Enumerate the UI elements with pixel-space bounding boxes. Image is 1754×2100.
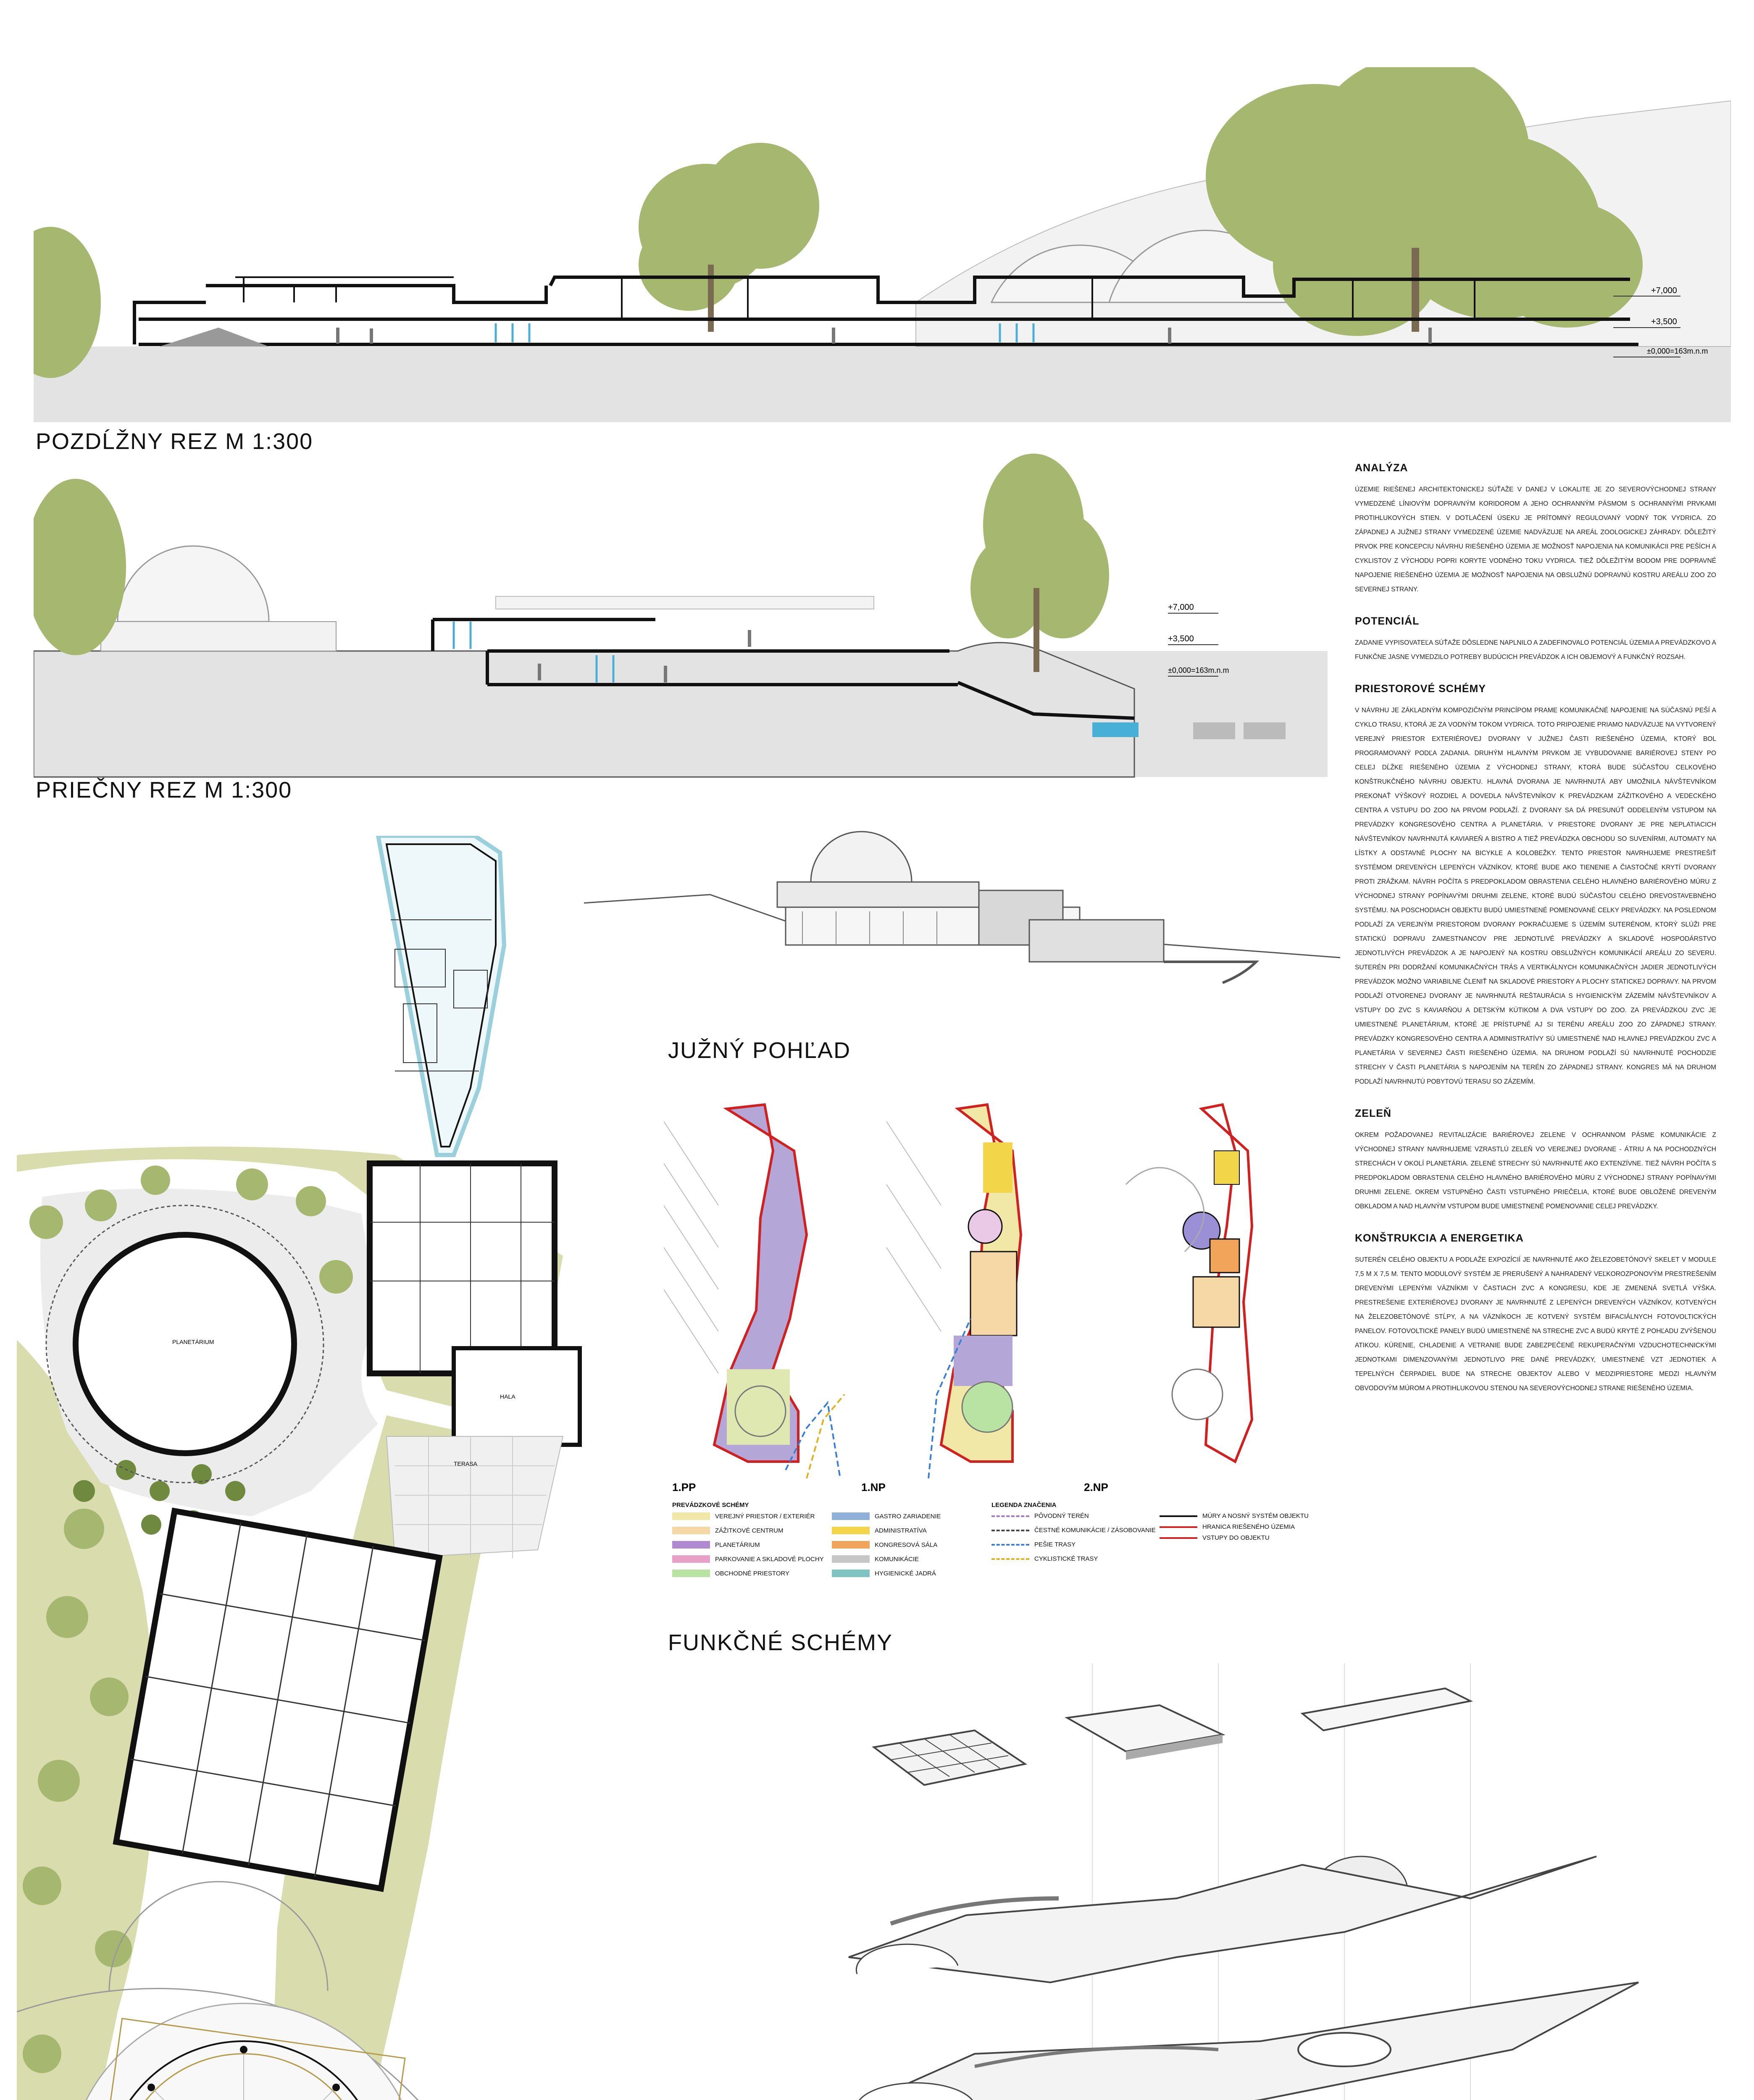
legend-line-item bbox=[1160, 1534, 1270, 1541]
section-body: ÚZEMIE RIEŠENEJ ARCHITEKTONICKEJ SÚŤAŽE V DANEJ V LOKALITE JE ZO SEVEROVÝCHODNEJ STRANY VYMEDZENÉ LÍNIOVÝM DOPRAVNÝM KORIDOROM A JEHO OCHRANNÝM PÁSMOM S OCHRANNÝMI PRVKAMI PROTIHLUKOVÝCH STIEN. V DOTLAČENÍ ÚSEKU JE PRÍTOMNÝ REGULOVANÝ VODNÝ TOK VYDRICA. ZO ZÁPADNEJ A JUŽNEJ STRANY VYMEDZENÉ ÚZEMIE NADVÄZUJE NA AREÁL ZOOLOGICKEJ ZÁHRADY. DÔLEŽITÝ PRVOK PRE KONCEPCIU NÁVRHU RIEŠENÉHO ÚZEMIA JE MOŽNOSŤ NAPOJENIA NA KOMUNIKÁCII PRE PEŠÍCH A CYKLISTOV Z VÝCHODU POPRI KORYTE VODNÉHO TOKU VYDRICA. TIEŽ DÔLEŽITÝM BODOM PRE DOPRAVNÉ NAPOJENIE RIEŠENÉHO ÚZEMIA JE MOŽNOSŤ NAPOJENIA NA OBSLUŽNÚ DOPRAVNÚ KOSTRU AREÁLU ZOO ZO SEVERNEJ STRANY. bbox=[1355, 486, 1716, 593]
south-view-title: JUŽNÝ POHĽAD bbox=[668, 1038, 851, 1063]
plan-hall-label: HALA bbox=[500, 1393, 515, 1400]
legend-function-item bbox=[672, 1527, 784, 1534]
legend-function-item bbox=[672, 1541, 760, 1549]
legend-function-label: HYGIENICKÉ JADRÁ bbox=[875, 1570, 936, 1577]
legend-function-label: ADMINISTRATÍVA bbox=[875, 1527, 927, 1534]
legend-swatch bbox=[832, 1555, 870, 1563]
legend-function-item bbox=[832, 1541, 937, 1549]
legend-mark-swatch bbox=[991, 1544, 1029, 1546]
legend-swatch bbox=[672, 1512, 710, 1520]
section-heading: POTENCIÁL bbox=[1355, 615, 1420, 627]
axonometry-drawing bbox=[798, 1663, 1680, 2100]
section-heading: PRIESTOROVÉ SCHÉMY bbox=[1355, 683, 1486, 695]
plan-planetarium-label: PLANETÁRIUM bbox=[172, 1339, 214, 1345]
legend-function-item bbox=[832, 1512, 941, 1520]
scheme-label-1pp: 1.PP bbox=[672, 1481, 696, 1494]
scheme-1pp bbox=[664, 1100, 874, 1478]
legend-swatch bbox=[672, 1570, 710, 1577]
legend-function-item bbox=[832, 1527, 927, 1534]
legend-line-label: VSTUPY DO OBJEKTU bbox=[1202, 1534, 1270, 1541]
legend-function-label: ZÁŽITKOVÉ CENTRUM bbox=[715, 1527, 784, 1534]
legend-function-label: OBCHODNÉ PRIESTORY bbox=[715, 1570, 789, 1577]
legend-function-label: KONGRESOVÁ SÁLA bbox=[875, 1541, 938, 1549]
level-ground-label: ±0,000=163m.n.m bbox=[1647, 347, 1708, 355]
cross-level-ground-label: ±0,000=163m.n.m bbox=[1168, 666, 1229, 675]
south-view-drawing bbox=[584, 819, 1340, 1029]
legend-swatch bbox=[832, 1512, 870, 1520]
level-middle-label: +3,500 bbox=[1651, 317, 1677, 326]
scheme-legend bbox=[672, 1502, 1328, 1598]
description-text-column bbox=[1355, 462, 1716, 1414]
section-body: ZADANIE VYPISOVATEĽA SÚŤAŽE DÔSLEDNE NAPLNILO A ZADEFINOVALO POTENCIÁL ÚZEMIA A PREVÁDZKOVO A FUNKČNE JASNE VYMEDZILO POTREBY BUDÚCICH PREVÁDZOK A ICH OBJEMOVÝ A FUNKČNÝ ROZSAH. bbox=[1355, 639, 1716, 661]
legend-function-label: GASTRO ZARIADENIE bbox=[875, 1512, 941, 1520]
legend-function-label: KOMUNIKÁCIE bbox=[875, 1555, 919, 1563]
legend-line-swatch bbox=[1160, 1537, 1197, 1539]
legend-mark-label: PEŠIE TRASY bbox=[1034, 1541, 1076, 1548]
south-view-dome bbox=[811, 832, 912, 882]
legend-mark-label: CYKLISTICKÉ TRASY bbox=[1034, 1555, 1098, 1562]
legend-function-label: VEREJNÝ PRIESTOR / EXTERIÉR bbox=[715, 1512, 815, 1520]
axo-roof-layer bbox=[874, 1688, 1470, 1785]
legend-line-item bbox=[1160, 1512, 1309, 1520]
axo-level2-layer bbox=[849, 1856, 1596, 1982]
cross-level-middle-label: +3,500 bbox=[1168, 634, 1194, 643]
legend-mark-swatch bbox=[991, 1530, 1029, 1531]
legend-swatch bbox=[672, 1555, 710, 1563]
legend-mark-label: ČESTNÉ KOMUNIKÁCIE / ZÁSOBOVANIE bbox=[1034, 1527, 1156, 1534]
section-body: V NÁVRHU JE ZÁKLADNÝM KOMPOZIČNÝM PRINCÍPOM PRAME KOMUNIKAČNÉ NAPOJENIE NA SÚČASNÚ PEŠÍ A CYKLO TRASU, KTORÁ JE ZA VODNÝM TOKOM VYDRICA. TOTO PRIPOJENIE PRIAMO NADVÄZUJE NA VYTVORENÝ VEREJNÝ PRIESTOR EXTERIÉROVEJ DVORANY V JUŽNEJ ČASTI RIEŠENÉHO ÚZEMIA, KTORÝ BOL PROGRAMOVANÝ PODĽA ZADANIA. DRUHÝM HLAVNÝM PRVKOM JE VYBUDOVANIE BARIÉROVEJ STENY PO CELEJ DĹŽKE RIEŠENÉHO ÚZEMIA Z VÝCHODNEJ STRANY, KTORÁ BUDE SÚČASŤOU CELKOVÉHO KONŠTRUKČNÉHO NÁVRHU OBJEKTU. HLAVNÁ DVORANA JE NAVRHNUTÁ ABY UMOŽNILA NÁVŠTEVNÍKOM PREKONAŤ VÝŠKOVÝ ROZDIEL A DOVEDLA NÁVŠTEVNÍKOV K PREVÁDZKAM ZÁŽITKOVÉHO A VEDECKÉHO CENTRA A VSTUPU DO ZOO NA PRVOM PODLAŽÍ. Z DVORANY SA DÁ PRESUNÚŤ ODDELENÝM VSTUPOM NA PREVÁDZKY KONGRESOVÉHO CENTRA A PLANETÁRIA. V PRIESTORE DVORANY JE PRE NEPLATIACICH NÁVŠTEVNÍKOV NAVRHNUTÁ KAVIAREŇ A BISTRO A TIEŽ PREVÁDZKA OBCHODU SO SUVENÍRMI, AUTOMATY NA LÍSTKY A ODSTAVNÉ PLOCHY NA BICYKLE A KOLOBEŽKY. TENTO PRIESTOR NAVRHUJEME PRESTREŠIŤ SYSTÉMOM DREVENÝCH LEPENÝCH VÄZNÍKOV, KTORÉ BUDE AKO TIENENIE A ČIASTOČNÉ KRYTÍ DVORANY PROTI ZRÁŽKAM. NÁVRH POČÍTA S PREDPOKLADOM OBRASTENIA CELÉHO HLAVNÉHO BARIÉROVÉHO MÚRU Z VÝCHODNEJ STRANY POPÍNAVÝMI DRUHMI ZELENE, KTORÉ BUDÚ SÚČASŤOU CELÉHO DREVOSTAVEBNÉHO SYSTÉMU. NA POSCHODIACH OBJEKTU BUDÚ UMIESTNENÉ POMENOVANÉ CELKY PREVÁDZKY. NA POSLEDNOM PODLAŽÍ ZA VEREJNÝM PRIESTOROM DVORANY POKRAČUJEME S ÚZEMÍM SUTERÉNOM, KTORÝ SLÚŽI PRE STATICKÚ DOPRAVU ZAMESTNANCOV PRE JEDNOTLIVÉ PREVÁDZKY A SKLADOVÉ HOSPODÁRSTVO JEDNOTLIVÝCH PREVÁDZOK A JE NAPOJENÝ NA KOSTRU OBSLUŽNÝCH KOMUNIKÁCIÍ AREÁLU ZO SEVERU. SUTERÉN PRI DODRŽANÍ KOMUNIKAČNÝCH TRÁS A VERTIKÁLNYCH KOMUNIKAČNÝCH JADIER JEDNOTLIVÝCH PREVÁDZOK MOŽNO VARIABILNE ČLENIŤ NA SKLADOVÉ PRIESTORY A PLOCHY STATICKEJ DOPRAVY. NA PRVOM PODLAŽÍ OTVORENEJ DVORANY JE NAVRHNUTÁ REŠTAURÁCIA S HYGIENICKÝM ZÁZEMÍM NÁVŠTEVNÍKOV A VSTUPY DO ZVC S KAVIARŇOU A DETSKÝM KÚTIKOM A DVA VSTUPY DO ZOO. ZA PREVÁDZKOU ZVC JE UMIESTNENÉ PLANETÁRIUM, KTORÉ JE PRÍSTUPNÉ AJ SI TERÉNU AREÁLU ZOO ZO ZÁPADNEJ STRANY. PREVÁDZKY KONGRESOVÉHO CENTRA A ADMINISTRATÍVY SÚ UMIESTNENÉ NAD HLAVNEJ PREVÁDZKOU ZVC A PLANETÁRIA V SEVERNEJ ČASTI RIEŠENÉHO ÚZEMIA. NA DRUHOM PODLAŽÍ SÚ NAVRHNUTÉ POCHODZIE STRECHY V ČASTI PLANETÁRIA S NAPOJENÍM NA TERÉN ZO ZÁPADNEJ STRANY. KONGRES MÁ NA DRUHOM PODLAŽÍ NAVRHNUTÚ POBYTOVÚ TERASU SO ZÁZEMÍM. bbox=[1355, 707, 1716, 1085]
longitudinal-section-title: POZDĹŽNY REZ M 1:300 bbox=[36, 429, 313, 454]
second-floor-plan bbox=[17, 836, 664, 2100]
scheme-1np bbox=[886, 1105, 1021, 1478]
cross-section-title: PRIEČNY REZ M 1:300 bbox=[36, 777, 292, 803]
cross-section-drawing bbox=[34, 454, 1328, 781]
scheme-label-1np: 1.NP bbox=[861, 1481, 886, 1494]
scheme-label-2np: 2.NP bbox=[1084, 1481, 1108, 1494]
legend-mark-item bbox=[991, 1512, 1089, 1520]
legend-swatch bbox=[832, 1541, 870, 1549]
legend-function-item bbox=[672, 1512, 815, 1520]
legend-line-swatch bbox=[1160, 1515, 1197, 1517]
cross-level-top-label: +7,000 bbox=[1168, 603, 1194, 612]
legend-mark-swatch bbox=[991, 1515, 1029, 1517]
legend-line-swatch bbox=[1160, 1526, 1197, 1528]
axo-level1-layer bbox=[823, 1982, 1638, 2100]
section-body: SUTERÉN CELÉHO OBJEKTU A PODLAŽE EXPOZÍCIÍ JE NAVRHNUTÉ AKO ŽELEZOBETÓNOVÝ SKELET V MODULE 7,5 M X 7,5 M. TENTO MODULOVÝ SYSTÉM JE PRERUŠENÝ A NAHRADENÝ VEĽKOROZPONOVÝM PRESTREŠENÍM DREVENÝMI LEPENÝMI VÄZNÍKMI V ČASTIACH ZVC A KONGRESU, KDE JE ZMENENÁ SVETLÁ VÝŠKA. PRESTREŠENIE EXTERIÉROVEJ DVORANY JE NAVRHNUTÉ Z LEPENÝCH DREVENÝCH VÄZNÍKOV, KOTVENÝCH NA ŽELEZOBETÓNOVÉ STĹPY, A NA VÄZNÍKOCH JE KOTVENÝ SYSTÉM BIFACIÁLNYCH FOTOVOLTICKÝCH PANELOV. FOTOVOLTICKÉ PANELY BUDÚ UMIESTNENÉ NA STRECHE ZVC A BUDÚ KRYTÉ Z POHĽADU ZVÝŠENOU ATIKOU. KÚRENIE, CHLADENIE A VETRANIE BUDE ZABEZPEČENÉ REKUPERAČNÝMI VZDUCHOTECHNICKÝMI JEDNOTKAMI DIMENZOVANÝMI JEDNOTLIVO PRE DANÉ PREVÁDZKY, UMIESTNENÉ VZT JEDNOTIEK A TEPELNÝCH ČERPADIEL BUDE NA STRECHE OBJEKTOV ALEBO V MEDZIPRIESTORE MEDZI HLAVNÝM OBVODOVÝM MÚROM A PROTIHLUKOVOU STENOU NA SEVEROVÝCHODNEJ STRANE RIEŠENÉHO ÚZEMIA. bbox=[1355, 1256, 1716, 1392]
scheme-2np bbox=[1126, 1105, 1252, 1462]
section-heading: ANALÝZA bbox=[1355, 462, 1408, 474]
section-body: OKREM POŽADOVANEJ REVITALIZÁCIE BARIÉROVEJ ZELENE V OCHRANNOM PÁSME KOMUNIKÁCIE Z VÝCHODNEJ STRANY NAVRHUJEME VZRASTLÚ ZELEŇ VO VEREJNEJ DVORANE - ÁTRIU A NA POCHODZNÝCH STRECHÁCH V OKOLÍ PLANETÁRIA. ZELENÉ STRECHY SÚ NAVRHNUTÉ AKO EXTENZÍVNE. TIEŽ NÁVRH POČÍTA S PREDPOKLADOM OBRASTENIA CELÉHO HLAVNÉHO BARIÉROVÉHO MÚRU Z VÝCHODNEJ STRANY POPÍNAVÝMI DRUHMI ZELENE. OKREM VSTUPNÉHO ČASTI VSTUPNÉHO PRIEČELIA, KTORÉ BUDE OBLOŽENÉ DREVENÝM OBKLADOM A NAD HLAVNÝM VSTUPOM BUDE UMIESTNENÉ POMENOVANIE CELEJ PREVÁDZKY. bbox=[1355, 1131, 1716, 1210]
legend-mark-item bbox=[991, 1541, 1076, 1548]
legend-marks-title: LEGENDA ZNAČENIA bbox=[991, 1502, 1057, 1509]
legend-function-item bbox=[672, 1555, 824, 1563]
legend-function-label: PARKOVANIE A SKLADOVÉ PLOCHY bbox=[715, 1555, 824, 1563]
legend-line-label: MÚRY A NOSNÝ SYSTÉM OBJEKTU bbox=[1202, 1512, 1309, 1520]
legend-mark-label: PÔVODNÝ TERÉN bbox=[1034, 1512, 1089, 1520]
section-heading: ZELEŇ bbox=[1355, 1108, 1391, 1119]
legend-swatch bbox=[832, 1570, 870, 1577]
legend-function-item bbox=[832, 1555, 919, 1563]
legend-line-item bbox=[1160, 1523, 1295, 1530]
plan-terrace-label: TERASA bbox=[454, 1460, 478, 1467]
section-heading: KONŠTRUKCIA A ENERGETIKA bbox=[1355, 1232, 1524, 1244]
level-top-label: +7,000 bbox=[1651, 286, 1677, 295]
legend-function-item bbox=[672, 1570, 789, 1577]
legend-swatch bbox=[672, 1527, 710, 1534]
legend-mark-swatch bbox=[991, 1558, 1029, 1560]
longitudinal-section-drawing bbox=[34, 67, 1731, 424]
functional-schemes-title: FUNKČNÉ SCHÉMY bbox=[668, 1630, 893, 1655]
legend-swatch bbox=[832, 1527, 870, 1534]
legend-function-item bbox=[832, 1570, 936, 1577]
legend-swatch bbox=[672, 1541, 710, 1549]
legend-line-label: HRANICA RIEŠENÉHO ÚZEMIA bbox=[1202, 1523, 1295, 1530]
legend-mark-item bbox=[991, 1527, 1156, 1534]
legend-mark-item bbox=[991, 1555, 1098, 1562]
legend-function-label: PLANETÁRIUM bbox=[715, 1541, 760, 1549]
legend-functions-title: PREVÁDZKOVÉ SCHÉMY bbox=[672, 1502, 749, 1509]
